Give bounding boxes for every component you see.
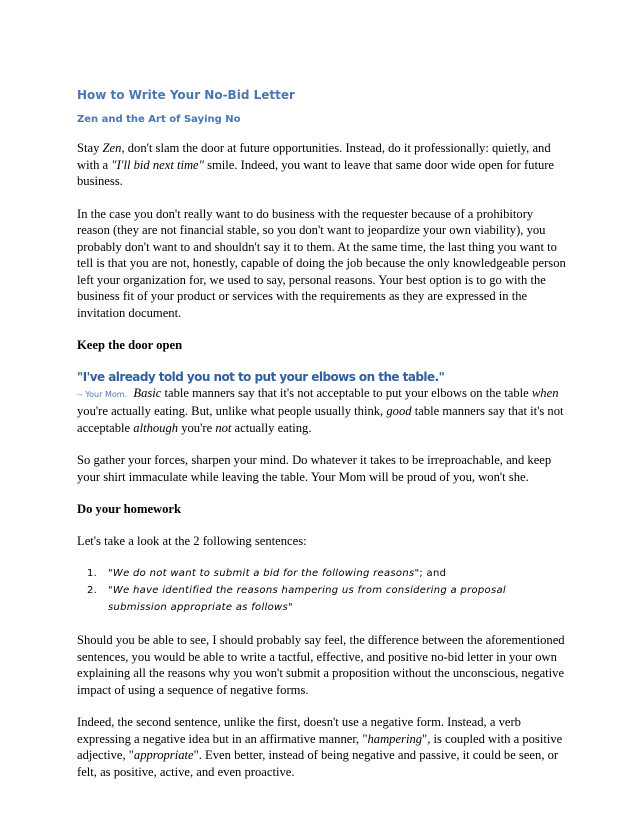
text-run: ", is coupled with a positive adjective, " bbox=[77, 731, 563, 762]
text-run: ". Even better, instead of being negative and passive, it could be seen, or felt, as positive, active, and even proactive. bbox=[77, 748, 559, 779]
text-run: actually eating. bbox=[231, 420, 312, 435]
text-run: you're bbox=[178, 420, 216, 435]
quote-attribution: -- Your Mom. bbox=[77, 389, 128, 399]
list-number: 2. bbox=[87, 585, 98, 596]
text-run-italic: "I'll bid next time" bbox=[111, 157, 204, 172]
text-run: , don't slam the door at future opportunities. Instead, do it professionally: quietly, and with a bbox=[77, 141, 551, 172]
paragraph-difference: Should you be able to see, I should probably say feel, the difference between the aforementioned sentences, you would be able to write a tactful, effective, and positive no-bid letter in your own explaining all the reasons why you won't submit a proposition without the unconscious, negative impact of using a sequence of negative forms. bbox=[77, 633, 565, 697]
text-run-italic: appropriate bbox=[133, 748, 194, 762]
section-heading-do-homework: Do your homework bbox=[77, 502, 182, 516]
document-body bbox=[77, 87, 567, 796]
text-run-italic: although bbox=[133, 420, 179, 435]
paragraph-intro bbox=[77, 140, 567, 190]
text-run: table manners say that it's not acceptable to put your elbows on the table bbox=[161, 385, 532, 400]
list-item bbox=[75, 565, 567, 582]
text-run: smile. Indeed, you want to leave that same door wide open for future business. bbox=[77, 157, 555, 188]
page-subtitle: Zen and the Art of Saying No bbox=[77, 114, 241, 125]
sentence-list bbox=[77, 565, 567, 616]
section-heading-keep-door-open: Keep the door open bbox=[77, 338, 183, 352]
page-title: How to Write Your No-Bid Letter bbox=[77, 88, 295, 102]
text-run: Stay bbox=[77, 141, 103, 155]
paragraph-gather-forces: So gather your forces, sharpen your mind. Do whatever it takes to be irreproachable, and keep your shirt immaculate while leaving the table. Your Mom will be proud of you, won't she. bbox=[77, 453, 552, 484]
list-item bbox=[75, 582, 567, 616]
paragraph-second-sentence bbox=[77, 714, 567, 780]
text-run: Indeed, the second sentence, unlike the first, doesn't use a negative form. Instead, a verb expressing a negative idea but in an affirmative manner, " bbox=[77, 715, 521, 746]
list-number: 1. bbox=[87, 568, 98, 579]
paragraph-table-manners bbox=[77, 385, 567, 437]
text-run-italic: when bbox=[531, 385, 559, 400]
paragraph-reason: In the case you don't really want to do business with the requester because of a prohibitory reason (they are not financial stable, so you don't want to jeopardize your own viability), you probably don't want to and shouldn't say it to them. At the same time, the last thing you want to tell is that you are not, honestly, capable of doing the job because the only knowledgeable person left your organization for, we used to say, personal reasons. Your best option is to go with the business fit of your product or services with the requirements as they are expressed in the invitation document. bbox=[77, 206, 566, 320]
text-run-italic: hampering bbox=[367, 731, 423, 746]
text-run-italic: Basic bbox=[133, 385, 162, 400]
list-item-text: "We do not want to submit a bid for the following reasons" bbox=[108, 568, 420, 579]
paragraph-sentences-intro: Let's take a look at the 2 following sentences: bbox=[77, 533, 307, 548]
mom-quote: "I've already told you not to put your elbows on the table." bbox=[77, 369, 445, 384]
list-item-tail: ; and bbox=[419, 568, 447, 579]
text-run: table manners say that it's not acceptable bbox=[77, 404, 564, 435]
text-run: you're actually eating. But, unlike what people usually think, bbox=[77, 404, 387, 418]
text-run-italic: good bbox=[386, 404, 412, 418]
text-run-italic: not bbox=[215, 420, 232, 435]
list-item-text: "We have identified the reasons hampering us from considering a proposal submission appropriate as follows" bbox=[108, 585, 506, 613]
text-run-italic: Zen bbox=[102, 141, 122, 155]
